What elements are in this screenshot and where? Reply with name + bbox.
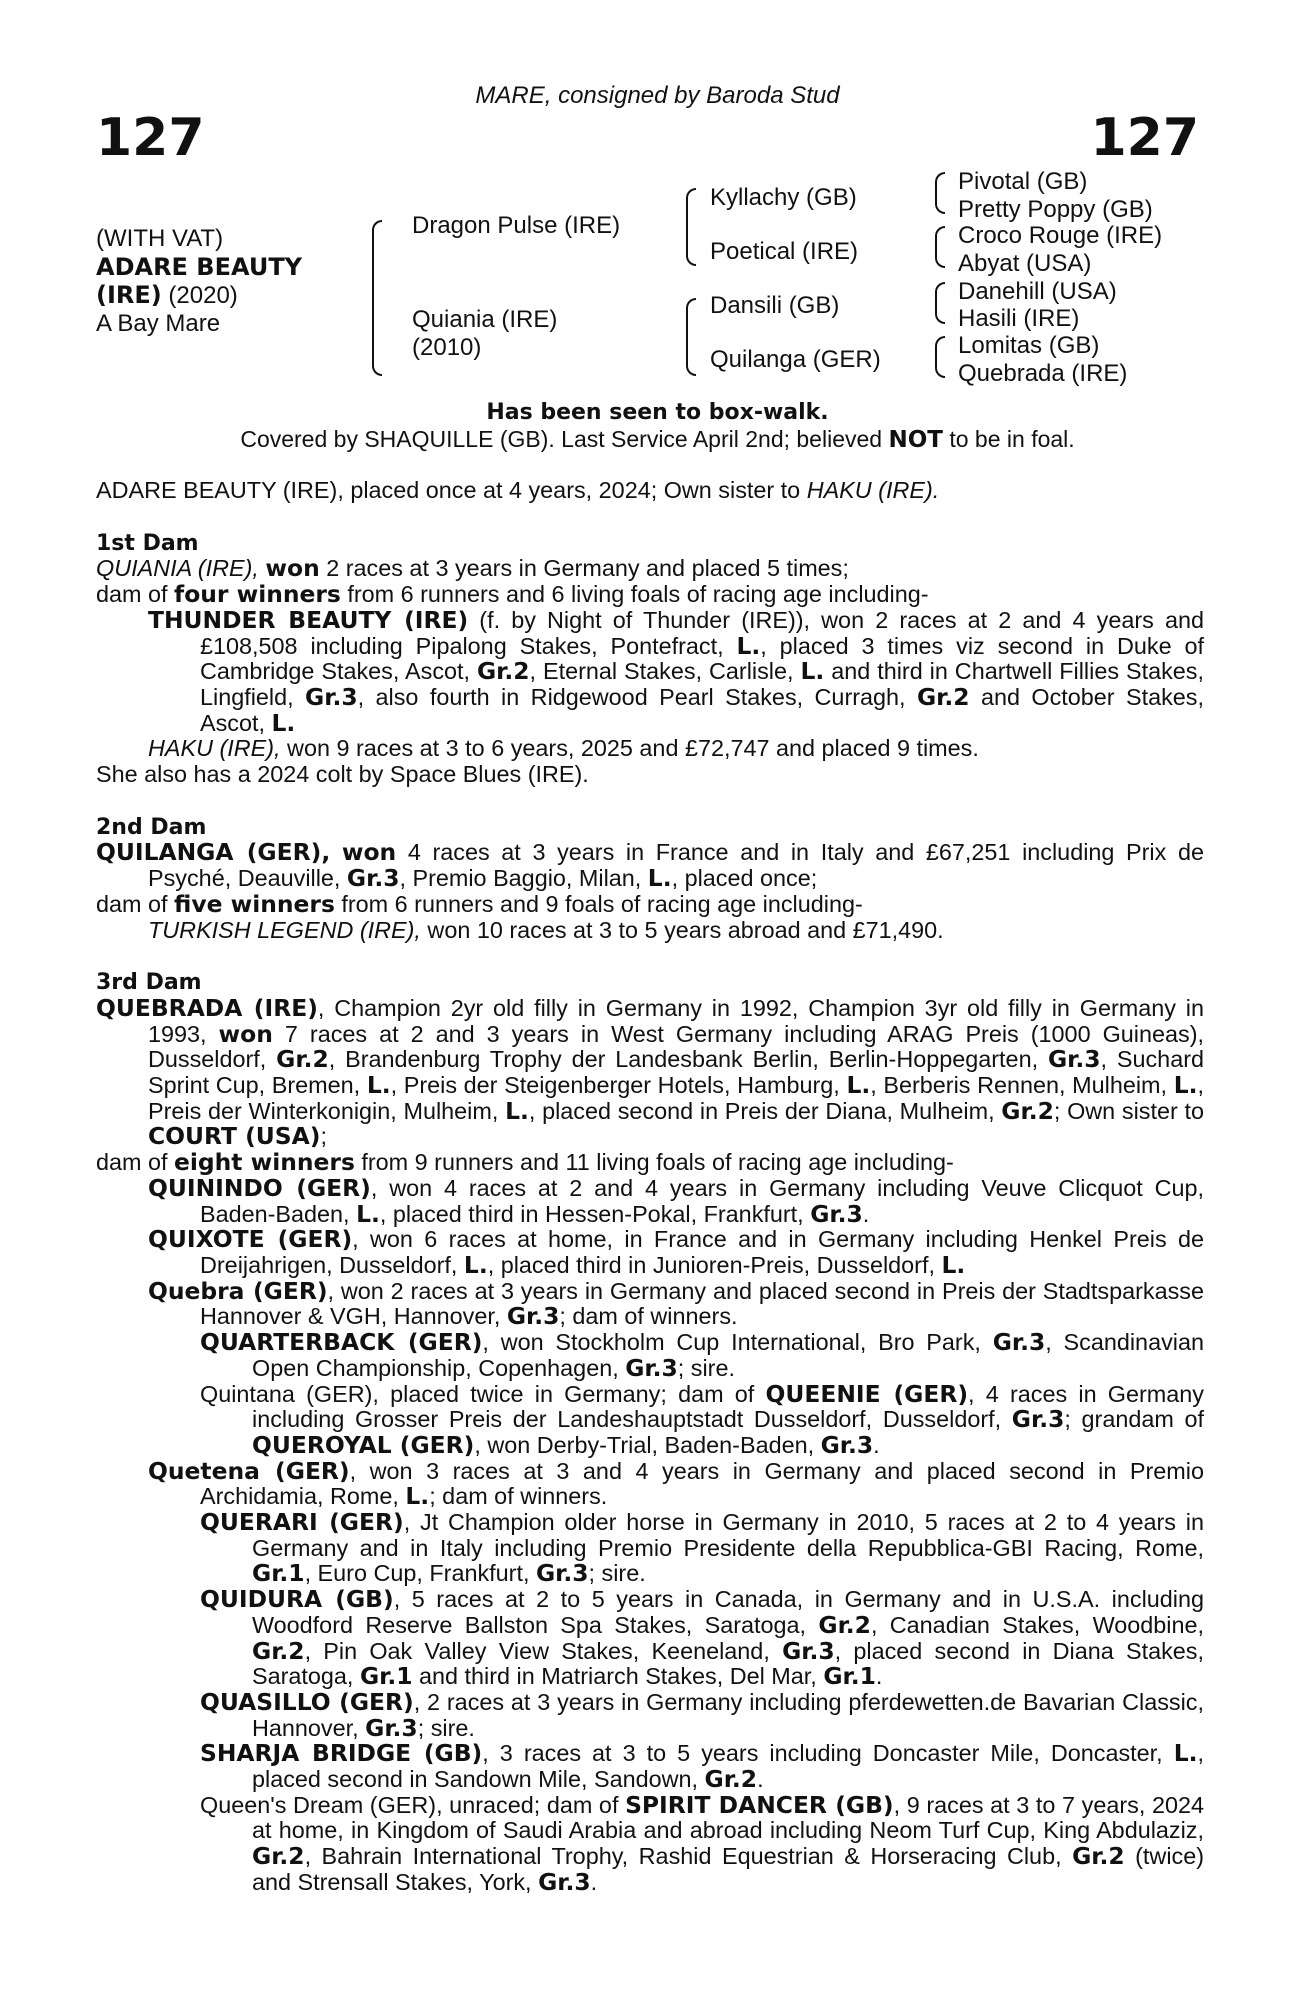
progeny-thunder-beauty: THUNDER BEAUTY (IRE) (f. by Night of Thunder (IRE)), won 2 races at 2 and 4 years and £108,508 including Pipalong Stakes, Pontefract, L., placed 3 times viz second in Duke of Cambridge Stakes, Ascot, Gr.2, Eternal Stakes, Carlisle, L. and third in Chartwell Fillies Stakes, Lingfield, Gr.3, also fourth in Ridgewood Pearl Stakes, Curragh, Gr.2 and October Stakes, Ascot, L. xyxy=(148,605,1205,737)
progeny-quarterback: QUARTERBACK (GER), won Stockholm Cup International, Bro Park, Gr.3, Scandinavian Open Championship, Copenhagen, Gr.3; sire. xyxy=(200,1328,1204,1382)
lot-number-left: 127 xyxy=(96,108,205,168)
dam3-heading: 3rd Dam xyxy=(96,970,202,996)
vat-label: (WITH VAT) xyxy=(96,225,224,252)
brace-gen3-1 xyxy=(935,172,945,214)
covered-note: Covered by SHAQUILLE (GB). Last Service April 2nd; believed NOT to be in foal. xyxy=(240,426,1075,453)
horse-name: ADARE BEAUTY xyxy=(96,253,303,281)
progeny-quetena: Quetena (GER), won 3 races at 3 and 4 years in Germany and placed second in Premio Archidamia, Rome, L.; dam of winners. xyxy=(148,1456,1204,1511)
horse-year: (2020) xyxy=(168,282,238,309)
sdd: Abyat (USA) xyxy=(958,250,1092,277)
ddd: Quebrada (IRE) xyxy=(958,360,1128,387)
progeny-quidura: QUIDURA (GB), 5 races at 2 to 5 years in Canada, in Germany and in U.S.A. including Woodford Reserve Ballston Spa Stakes, Saratoga, Gr.2, Canadian Stakes, Woodbine, Gr.2, Pin Oak Valley View Stakes, Keeneland, Gr.3, placed second in Diana Stakes, Saratoga, Gr.1 and third in Matriarch Stakes, Del Mar, Gr.1. xyxy=(200,1585,1205,1691)
dam2-heading: 2nd Dam xyxy=(96,814,207,840)
progeny-quebra: Quebra (GER), won 2 races at 3 years in Germany and placed second in Preis der Stadtsparkasse Hannover & VGH, Hannover, Gr.3; dam of winners. xyxy=(148,1276,1205,1331)
brace-gen2-dam xyxy=(686,298,696,376)
catalogue-body xyxy=(96,478,1204,1896)
progeny-querari: QUERARI (GER), Jt Champion older horse in Germany in 2010, 5 races at 2 to 4 years in Germany and in Italy including Premio Presidente della Repubblica-GBI Racing, Rome, Gr.1, Euro Cup, Frankfurt, Gr.3; sire. xyxy=(200,1508,1204,1588)
sire: Dragon Pulse (IRE) xyxy=(412,212,621,239)
dam1-record: QUIANIA (IRE), won 2 races at 3 years in Germany and placed 5 times; xyxy=(96,554,849,583)
dam3-produce: dam of eight winners from 9 runners and 11 living foals of racing age including- xyxy=(96,1148,954,1177)
brace-gen3-4 xyxy=(935,336,945,378)
brace-gen3-2 xyxy=(935,226,945,268)
brace-gen2-sire xyxy=(686,188,696,266)
horse-info xyxy=(96,225,302,338)
ssd: Pretty Poppy (GB) xyxy=(958,196,1153,223)
horse-country: (IRE) xyxy=(96,281,162,309)
dds: Lomitas (GB) xyxy=(958,332,1100,359)
progeny-haku: HAKU (IRE), won 9 races at 3 to 6 years, 2025 and £72,747 and placed 9 times. xyxy=(148,735,979,762)
boxwalk-note: Has been seen to box-walk. xyxy=(486,400,829,425)
dam-year: (2010) xyxy=(412,334,482,361)
dsd: Hasili (IRE) xyxy=(958,305,1080,332)
progeny-quasillo: QUASILLO (GER), 2 races at 3 years in Germany including pferdewetten.de Bavarian Classic, Hannover, Gr.3; sire. xyxy=(200,1687,1204,1742)
horse-description: A Bay Mare xyxy=(96,310,221,337)
dam1-heading: 1st Dam xyxy=(96,530,199,556)
sire-dam: Poetical (IRE) xyxy=(710,238,859,265)
sss: Pivotal (GB) xyxy=(958,168,1088,195)
lot-number-right: 127 xyxy=(1090,108,1199,168)
progeny-quintana: Quintana (GER), placed twice in Germany; dam of QUEENIE (GER), 4 races in Germany including Grosser Preis der Landeshauptstadt Dusseldorf, Dusseldorf, Gr.3; grandam of QUEROYAL (GER), won Derby-Trial, Baden-Baden, Gr.3. xyxy=(200,1379,1204,1459)
dam3-record: QUEBRADA (IRE), Champion 2yr old filly in Germany in 1992, Champion 3yr old filly in Germany in 1993, won 7 races at 2 and 3 years in West Germany including ARAG Preis (1000 Guineas), Dusseldorf, Gr.2, Brandenburg Trophy der Landesbank Berlin, Berlin-Hoppegarten, Gr.3, Suchard Sprint Cup, Bremen, L., Preis der Steigenberger Hotels, Hamburg, L., Berberis Rennen, Mulheim, L., Preis der Winterkonigin, Mulheim, L., placed second in Preis der Diana, Mulheim, Gr.2; Own sister to COURT (USA); xyxy=(96,993,1205,1151)
brace-gen3-3 xyxy=(935,282,945,324)
sds: Croco Rouge (IRE) xyxy=(958,222,1163,249)
colt-note: She also has a 2024 colt by Space Blues (IRE). xyxy=(96,761,589,788)
progeny-sharja-bridge: SHARJA BRIDGE (GB), 3 races at 3 to 5 years including Doncaster Mile, Doncaster, L., placed second in Sandown Mile, Sandown, Gr.2. xyxy=(200,1739,1204,1794)
progeny-quinindo: QUININDO (GER), won 4 races at 2 and 4 years in Germany including Veuve Clicquot Cup, Baden-Baden, L., placed third in Hessen-Pokal, Frankfurt, Gr.3. xyxy=(148,1173,1205,1228)
progeny-turkish-legend: TURKISH LEGEND (IRE), won 10 races at 3 to 5 years abroad and £71,490. xyxy=(148,916,944,943)
brace-gen1 xyxy=(372,220,382,376)
dam-sire: Dansili (GB) xyxy=(710,292,840,319)
intro-line: ADARE BEAUTY (IRE), placed once at 4 years, 2024; Own sister to HAKU (IRE). xyxy=(96,477,940,503)
dam: Quiania (IRE) xyxy=(412,306,558,333)
consignor-line: MARE, consigned by Baroda Stud xyxy=(475,82,840,109)
dam-dam: Quilanga (GER) xyxy=(710,346,881,373)
dam2-record: QUILANGA (GER), won 4 races at 3 years in France and in Italy and £67,251 including Prix de Psyché, Deauville, Gr.3, Premio Baggio, Milan, L., placed once; xyxy=(96,838,1204,893)
dam1-produce: dam of four winners from 6 runners and 6 living foals of racing age including- xyxy=(96,580,929,609)
dss: Danehill (USA) xyxy=(958,278,1117,305)
progeny-quixote: QUIXOTE (GER), won 6 races at home, in France and in Germany including Henkel Preis de Dreijahrigen, Dusseldorf, L., placed third in Junioren-Preis, Dusseldorf, L. xyxy=(148,1225,1204,1279)
sire-sire: Kyllachy (GB) xyxy=(710,184,857,211)
dam2-produce: dam of five winners from 6 runners and 9 foals of racing age including- xyxy=(96,889,863,918)
progeny-queens-dream: Queen's Dream (GER), unraced; dam of SPIRIT DANCER (GB), 9 races at 3 to 7 years, 2024 at home, in Kingdom of Saudi Arabia and abroad including Neom Turf Cup, King Abdulaziz, Gr.2, Bahrain International Trophy, Rashid Equestrian & Horseracing Club, Gr.2 (twice) and Strensall Stakes, York, Gr.3. xyxy=(200,1790,1205,1896)
